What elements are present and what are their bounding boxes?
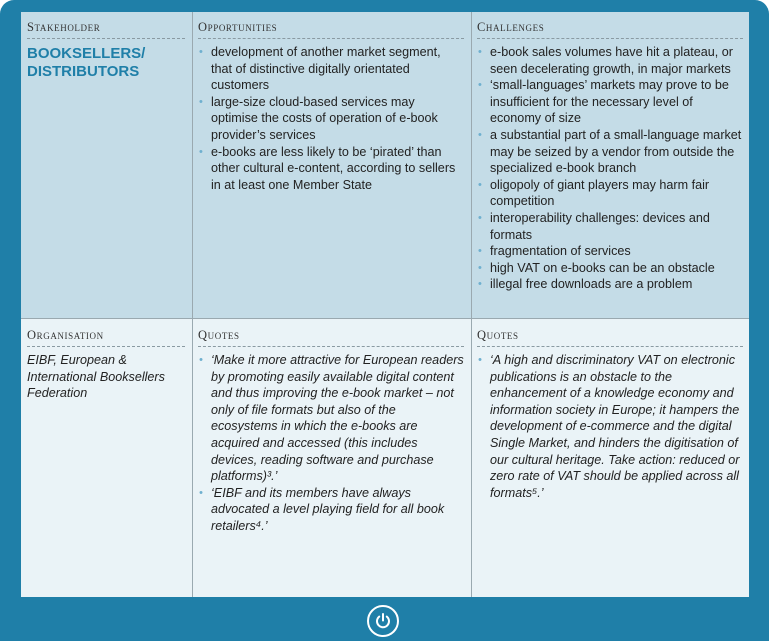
organisation-cell: [27, 328, 185, 402]
column-divider: [471, 12, 472, 597]
power-button[interactable]: [367, 605, 399, 637]
list-item: • ‘small-languages’ markets may prove to be insufficient for the necessary level of economy of size: [477, 77, 743, 127]
list-item: • interoperability challenges: devices and formats: [477, 210, 743, 243]
list-item: • e-book sales volumes have hit a plateau, or seen decelerating growth, in major markets: [477, 44, 743, 77]
opportunities-header: Opportunities: [198, 20, 464, 39]
stakeholder-header: Stakeholder: [27, 20, 185, 39]
list-item: • a substantial part of a small-language market may be seized by a vendor from outside the specialized e-book branch: [477, 127, 743, 177]
stakeholder-name: BOOKSELLERS/ DISTRIBUTORS: [27, 45, 146, 80]
list-item: • oligopoly of giant players may harm fair competition: [477, 177, 743, 210]
organisation-header: Organisation: [27, 328, 185, 347]
opportunities-list: [198, 44, 464, 193]
list-item: • large-size cloud-based services may optimise the costs of operation of e-book provider’s services: [198, 94, 464, 144]
column-divider: [192, 12, 193, 597]
list-item: • ‘Make it more attractive for European readers by promoting easily available digital content and thus improving the e-book market – not only of file formats but also of the ecosystems in which the e-books are acquired and accessed (this includes devices, reading software and purchase platforms)³.’: [198, 352, 464, 485]
list-item: • fragmentation of services: [477, 243, 743, 260]
list-item: • ‘A high and discriminatory VAT on electronic publications is an obstacle to the enhancement of a knowledge economy and information society in Europe; it hampers the development of e-commerce and the digital Single Market, and hinders the digitisation of our cultural heritage. Take action: reduced or zero rate of VAT should be applied across all formats⁵.’: [477, 352, 743, 501]
quotes-header: Quotes: [477, 328, 743, 347]
list-item: • e-books are less likely to be ‘pirated’ than other cultural e-content, according to sellers in at least one Member State: [198, 144, 464, 194]
organisation-name: EIBF, European & International Booksellers Federation: [27, 353, 165, 401]
list-item: • high VAT on e-books can be an obstacle: [477, 260, 743, 277]
quotes-cell-2: [477, 328, 743, 501]
power-icon: [374, 612, 392, 630]
row-divider: [21, 318, 749, 319]
list-item: • ‘EIBF and its members have always advocated a level playing field for all book retailers⁴.’: [198, 485, 464, 535]
quotes-header: Quotes: [198, 328, 464, 347]
challenges-cell: [477, 20, 743, 293]
stakeholder-cell: [27, 20, 185, 81]
challenges-header: Challenges: [477, 20, 743, 39]
list-item: • development of another market segment, that of distinctive digitally orientated customers: [198, 44, 464, 94]
quotes-list: [198, 352, 464, 535]
quotes-cell-1: [198, 328, 464, 535]
stakeholder-table: [21, 12, 749, 597]
opportunities-cell: [198, 20, 464, 193]
quotes-list: [477, 352, 743, 501]
challenges-list: [477, 44, 743, 293]
list-item: • illegal free downloads are a problem: [477, 276, 743, 293]
